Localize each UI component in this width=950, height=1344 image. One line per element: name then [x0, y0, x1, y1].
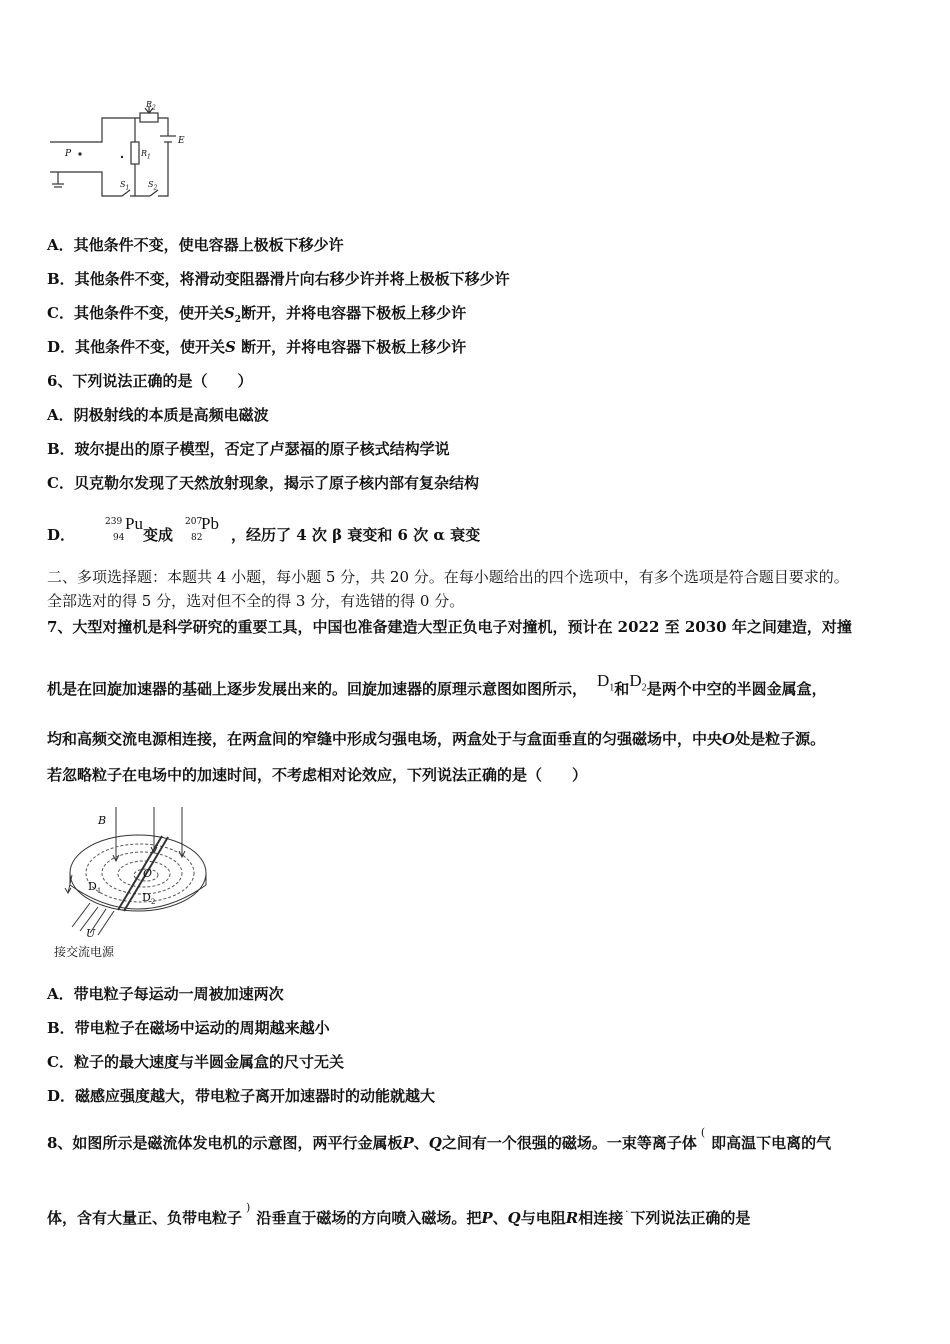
label-d1: [88, 880, 101, 895]
q8-paren-open: (: [700, 1126, 706, 1139]
q5-option-c-symbol: S: [223, 304, 235, 322]
q5-option-c[interactable]: [47, 303, 466, 330]
q7-line2: [47, 671, 827, 706]
q8-line2-mid2: 与电阻: [520, 1209, 566, 1227]
q8-q2: Q: [507, 1209, 521, 1227]
q7-line3-pre: 均和高频交流电源相连接，在两盒间的窄缝中形成匀强电场，两盒处于与盒面垂直的匀强磁场中，中央: [47, 730, 723, 748]
pb-symbol: Pb: [201, 514, 219, 533]
q6-option-a[interactable]: A．阴极射线的本质是高频电磁波: [47, 406, 269, 424]
q7-line2-pre: 机是在回旋加速器的基础上逐步发展出来的。回旋加速器的原理示意图如图所示，: [47, 680, 588, 698]
q7-and: 和: [614, 680, 630, 698]
q8-line2-post: 相连接: [578, 1209, 624, 1227]
label-d2: [142, 891, 155, 906]
label-d1-sub: 1: [96, 887, 102, 896]
q5-option-c-sub: 2: [234, 315, 242, 325]
q5-option-a[interactable]: A．其他条件不变，使电容器上极板下移少许: [47, 236, 344, 254]
q5-option-b[interactable]: B．其他条件不变，将滑动变阻器滑片向右移少许并将上极板下移少许: [47, 270, 510, 288]
label-s2: [148, 180, 157, 192]
pb-mass-number: 207: [185, 517, 203, 527]
q7-line2-post: 是两个中空的半圆金属盒，: [646, 680, 827, 698]
nuclide-pu: [75, 514, 143, 544]
q8-r: R: [565, 1209, 579, 1227]
symbol-d1: [597, 671, 615, 694]
label-d1-letter: D: [88, 880, 97, 893]
pb-atomic-number: 82: [191, 533, 203, 543]
label-s1-sub: 1: [125, 184, 130, 192]
q8-dot: ·: [625, 1207, 629, 1218]
q6-option-d-prefix: D．: [47, 526, 76, 544]
label-s1-text: S: [120, 180, 126, 189]
q7-option-d[interactable]: D．磁感应强度越大，带电粒子离开加速器时的动能就越大: [47, 1087, 436, 1105]
q8-line1-pre: 8、如图所示是磁流体发电机的示意图，两平行金属板: [47, 1134, 403, 1152]
q6-option-d-suffix: ，经历了 4 次 β 衰变和 6 次 α 衰变: [231, 526, 481, 544]
label-p: P: [65, 149, 72, 159]
q7-line3: [47, 729, 825, 749]
label-r2: [146, 100, 156, 112]
q7-option-c[interactable]: C．粒子的最大速度与半圆金属盒的尺寸无关: [47, 1053, 344, 1071]
q6-option-d[interactable]: [47, 514, 481, 545]
q6-option-d-mid: 变成: [143, 526, 174, 544]
q7-line1: 7、大型对撞机是科学研究的重要工具，中国也准备建造大型正负电子对撞机，预计在 2022 至 2030 年之间建造，对撞: [47, 618, 852, 636]
label-r1-sub: 1: [147, 153, 151, 161]
symbol-d2-sub: 2: [641, 682, 647, 694]
q5-option-d[interactable]: [47, 337, 466, 357]
q8-line2-tail: 下列说法正确的是: [630, 1209, 751, 1227]
figure-caption: 接交流电源: [54, 945, 115, 959]
q8-q: Q: [428, 1134, 442, 1152]
pu-mass-number: 239: [105, 517, 123, 527]
q8-sep: 、: [413, 1134, 429, 1152]
q6-option-b[interactable]: B．玻尔提出的原子模型，否定了卢瑟福的原子核式结构学说: [47, 440, 450, 458]
q7-line4: 若忽略粒子在电场中的加速时间，不考虑相对论效应，下列说法正确的是（ ）: [47, 766, 588, 784]
label-r1: [141, 149, 151, 161]
q5-option-d-post: 断开，并将电容器下极板上移少许: [241, 338, 467, 356]
label-s2-text: S: [148, 180, 154, 189]
circuit-svg: [40, 96, 190, 201]
q8-sep2: 、: [492, 1209, 508, 1227]
q5-option-c-post: 断开，并将电容器下极板上移少许: [241, 304, 467, 322]
q8-paren-close: ): [246, 1201, 251, 1214]
q8-line2-mid: 沿垂直于磁场的方向喷入磁场。把: [256, 1209, 482, 1227]
resistor-r2: [140, 113, 158, 122]
q5-option-d-pre: D．其他条件不变，使开关: [47, 338, 226, 356]
q8-line1-post: 之间有一个很强的磁场。一束等离子体: [441, 1134, 697, 1152]
q7-option-b[interactable]: B．带电粒子在磁场中运动的周期越来越小: [47, 1019, 330, 1037]
symbol-d1-sub: 1: [609, 682, 615, 694]
cyclotron-diagram: [50, 803, 225, 963]
q8-line2: [47, 1201, 751, 1231]
symbol-d2: [629, 671, 647, 694]
pu-symbol: Pu: [125, 514, 143, 533]
q6-stem: 6、下列说法正确的是（ ）: [47, 372, 253, 390]
label-d2-letter: D: [142, 891, 151, 904]
q7-option-a[interactable]: A．带电粒子每运动一周被加速两次: [47, 985, 284, 1003]
nuclide-pb: [173, 514, 219, 544]
label-r2-text: R: [146, 100, 153, 109]
label-d2-sub: 2: [150, 898, 156, 907]
pu-atomic-number: 94: [113, 533, 125, 543]
q8-p: P: [402, 1134, 414, 1152]
label-o: O: [143, 867, 153, 880]
q7-line3-post: 处是粒子源。: [735, 730, 826, 748]
label-e: E: [178, 136, 185, 146]
cyclotron-svg: [50, 803, 225, 963]
label-s2-sub: 2: [153, 184, 158, 192]
symbol-d1-letter: D: [597, 671, 610, 690]
q8-line1-tail: 即高温下电离的气: [711, 1134, 832, 1152]
q7-line3-o: O: [722, 730, 736, 748]
q5-option-c-pre: C．其他条件不变，使开关: [47, 304, 224, 322]
q6-option-c[interactable]: C．贝克勒尔发现了天然放射现象，揭示了原子核内部有复杂结构: [47, 474, 479, 492]
label-r1-text: R: [141, 149, 148, 158]
cyclotron-disk-top: [70, 835, 206, 911]
q8-line1: [47, 1126, 832, 1155]
label-u: U: [86, 927, 96, 940]
label-b: B: [98, 814, 107, 827]
q5-option-d-symbol: S: [225, 338, 236, 356]
label-s1: [120, 180, 129, 192]
resistor-r1: [131, 142, 139, 164]
circuit-diagram: [40, 96, 190, 201]
symbol-d2-letter: D: [629, 671, 642, 690]
q8-p2: P: [481, 1209, 493, 1227]
label-r2-sub: 2: [152, 104, 156, 112]
q8-line2-pre: 体，含有大量正、负带电粒子: [47, 1209, 243, 1227]
section2-line2: 全部选对的得 5 分，选对但不全的得 3 分，有选错的得 0 分。: [47, 592, 465, 610]
section2-line1: 二、多项选择题：本题共 4 小题，每小题 5 分，共 20 分。在每小题给出的四个选项中，有多个选项是符合题目要求的。: [47, 568, 849, 586]
